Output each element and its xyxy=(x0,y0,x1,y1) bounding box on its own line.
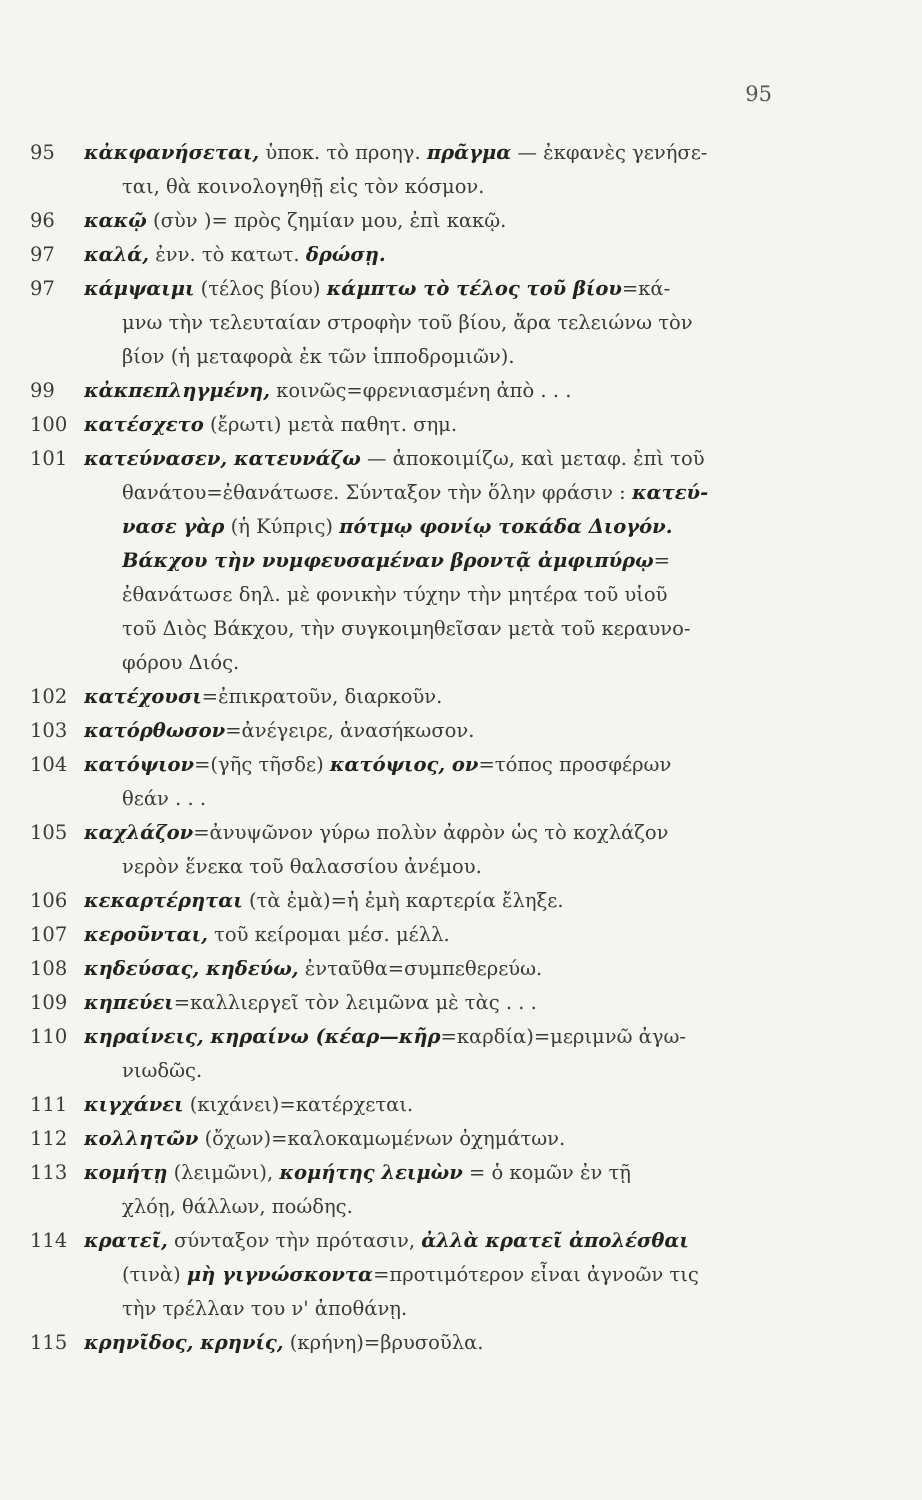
definition-text: =κά- xyxy=(621,277,671,300)
headword: πρᾶγμα xyxy=(426,141,512,164)
entry-line xyxy=(84,442,774,476)
entry-number: 101 xyxy=(30,447,68,470)
glossary-entry xyxy=(0,238,922,272)
entry-number: 106 xyxy=(30,889,68,912)
glossary-entry xyxy=(0,986,922,1020)
entry-continuation-line xyxy=(122,1258,782,1292)
definition-text: νιωδῶς. xyxy=(122,1059,203,1082)
entry-line xyxy=(84,680,774,714)
headword: κρηνῖδος, κρηνίς, xyxy=(84,1331,284,1354)
entry-number: 107 xyxy=(30,923,68,946)
entry-continuation-line xyxy=(122,544,782,578)
entry-continuation-line xyxy=(122,1292,782,1326)
definition-text: χλόῃ, θάλλων, ποώδης. xyxy=(122,1195,353,1218)
glossary-entry xyxy=(0,1156,922,1224)
entry-continuation-line xyxy=(122,1190,782,1224)
definition-text: (κρήνη)=βρυσοῦλα. xyxy=(283,1331,484,1354)
glossary-entry xyxy=(0,442,922,680)
headword: κηδεύσας, κηδεύω, xyxy=(84,957,299,980)
entry-number: 112 xyxy=(30,1127,68,1150)
headword: κατόψιος, ον xyxy=(329,753,479,776)
entry-continuation-line xyxy=(122,1054,782,1088)
headword: ἀλλὰ κρατεῖ ἀπολέσθαι xyxy=(421,1229,689,1252)
glossary-entry xyxy=(0,408,922,442)
glossary-entries xyxy=(0,136,922,1360)
headword: κολλητῶν xyxy=(84,1127,199,1150)
entry-number: 110 xyxy=(30,1025,68,1048)
headword: κηπεύει xyxy=(84,991,174,1014)
glossary-entry xyxy=(0,952,922,986)
definition-text: φόρου Διός. xyxy=(122,651,240,674)
entry-number: 97 xyxy=(30,277,55,300)
headword: δρώσῃ. xyxy=(305,243,386,266)
headword: κακῷ xyxy=(84,209,147,232)
definition-text: =καλλιεργεῖ τὸν λειμῶνα μὲ τὰς . . . xyxy=(173,991,537,1014)
headword: κάμπτω τὸ τέλος τοῦ βίου xyxy=(326,277,622,300)
definition-text: θανάτου=ἐθανάτωσε. Σύνταξον τὴν ὅλην φράσιν : xyxy=(122,481,632,504)
headword: κατέχουσι xyxy=(84,685,202,708)
definition-text: (ὄχων)=καλοκαμωμένων ὀχημάτων. xyxy=(198,1127,566,1150)
entry-line xyxy=(84,1156,774,1190)
definition-text: τοῦ Διὸς Βάκχου, τὴν συγκοιμηθεῖσαν μετὰ τοῦ κεραυνο- xyxy=(122,617,691,640)
definition-text: — ἐκφανὲς γενήσε- xyxy=(511,141,708,164)
definition-text: (τέλος βίου) xyxy=(194,277,327,300)
entry-line xyxy=(84,374,774,408)
entry-continuation-line xyxy=(122,646,782,680)
headword: πότμῳ φονίῳ τοκάδα Διογόν. xyxy=(339,515,673,538)
headword: κομήτης λειμὼν xyxy=(279,1161,463,1184)
entry-line xyxy=(84,748,774,782)
entry-line xyxy=(84,714,774,748)
entry-line xyxy=(84,918,774,952)
entry-line xyxy=(84,1224,774,1258)
entry-line xyxy=(84,1020,774,1054)
glossary-entry xyxy=(0,680,922,714)
headword: κἀκφανήσεται, xyxy=(84,141,260,164)
definition-text: θεάν . . . xyxy=(122,787,207,810)
definition-text: =προτιμότερον εἶναι ἀγνοῶν τις xyxy=(373,1263,699,1286)
glossary-entry xyxy=(0,136,922,204)
definition-text: ἐνταῦθα=συμπεθερεύω. xyxy=(298,957,543,980)
entry-continuation-line xyxy=(122,612,782,646)
entry-number: 103 xyxy=(30,719,68,742)
definition-text: =ἐπικρατοῦν, διαρκοῦν. xyxy=(201,685,443,708)
headword: κατεύ- xyxy=(631,481,709,504)
definition-text: (ἔρωτι) μετὰ παθητ. σημ. xyxy=(203,413,458,436)
entry-continuation-line xyxy=(122,170,782,204)
definition-text: =ἀνέγειρε, ἀνασήκωσον. xyxy=(225,719,475,742)
entry-line xyxy=(84,1122,774,1156)
definition-text: κοινῶς=φρενιασμένη ἀπὸ . . . xyxy=(269,379,572,402)
entry-number: 109 xyxy=(30,991,68,1014)
entry-number: 96 xyxy=(30,209,55,232)
headword: κατόψιον xyxy=(84,753,195,776)
entry-line xyxy=(84,1326,774,1360)
entry-line xyxy=(84,952,774,986)
entry-line xyxy=(84,986,774,1020)
entry-continuation-line xyxy=(122,476,782,510)
headword: κεκαρτέρηται xyxy=(84,889,243,912)
entry-number: 104 xyxy=(30,753,68,776)
page-number: 95 xyxy=(745,82,772,106)
entry-line xyxy=(84,408,774,442)
entry-continuation-line xyxy=(122,578,782,612)
definition-text: = xyxy=(653,549,671,572)
glossary-entry xyxy=(0,816,922,884)
definition-text: =ἀνυψῶνον γύρω πολὺν ἀφρὸν ὡς τὸ κοχλάζον xyxy=(193,821,669,844)
entry-number: 115 xyxy=(30,1331,68,1354)
entry-number: 108 xyxy=(30,957,68,980)
glossary-entry xyxy=(0,748,922,816)
headword: Βάκχου τὴν νυμφευσαμέναν βροντᾷ ἀμφιπύρῳ xyxy=(122,549,654,572)
headword: κηραίνεις, κηραίνω (κέαρ—κῆρ xyxy=(84,1025,441,1048)
headword: κομήτῃ xyxy=(84,1161,168,1184)
glossary-entry xyxy=(0,1224,922,1326)
entry-line xyxy=(84,884,774,918)
entry-number: 99 xyxy=(30,379,55,402)
entry-line xyxy=(84,816,774,850)
glossary-entry xyxy=(0,1020,922,1088)
headword: καλά, xyxy=(84,243,150,266)
entry-continuation-line xyxy=(122,850,782,884)
definition-text: (τὰ ἐμὰ)=ἡ ἐμὴ καρτερία ἔληξε. xyxy=(242,889,564,912)
entry-line xyxy=(84,238,774,272)
entry-line xyxy=(84,136,774,170)
glossary-entry xyxy=(0,374,922,408)
definition-text: (ἡ Κύπρις) xyxy=(224,515,340,538)
definition-text: ὑποκ. τὸ προηγ. xyxy=(259,141,427,164)
headword: κατόρθωσον xyxy=(84,719,226,742)
glossary-entry xyxy=(0,1326,922,1360)
entry-number: 100 xyxy=(30,413,68,436)
headword: καχλάζον xyxy=(84,821,194,844)
glossary-entry xyxy=(0,714,922,748)
definition-text: =τόπος προσφέρων xyxy=(478,753,672,776)
definition-text: = ὁ κομῶν ἐν τῇ xyxy=(462,1161,631,1184)
headword: κιγχάνει xyxy=(84,1093,184,1116)
entry-number: 95 xyxy=(30,141,55,164)
glossary-entry xyxy=(0,1088,922,1122)
definition-text: =(γῆς τῆσδε) xyxy=(194,753,330,776)
definition-text: σύνταξον τὴν πρότασιν, xyxy=(167,1229,422,1252)
entry-number: 114 xyxy=(30,1229,68,1252)
headword: κατέσχετο xyxy=(84,413,204,436)
definition-text: — ἀποκοιμίζω, καὶ μεταφ. ἐπὶ τοῦ xyxy=(360,447,705,470)
entry-number: 105 xyxy=(30,821,68,844)
definition-text: ται, θὰ κοινολογηθῇ εἰς τὸν κόσμον. xyxy=(122,175,485,198)
entry-line xyxy=(84,1088,774,1122)
entry-number: 102 xyxy=(30,685,68,708)
entry-continuation-line xyxy=(122,782,782,816)
glossary-entry xyxy=(0,272,922,374)
entry-continuation-line xyxy=(122,510,782,544)
headword: κἀκπεπληγμένη, xyxy=(84,379,270,402)
entry-continuation-line xyxy=(122,306,782,340)
definition-text: νερὸν ἕνεκα τοῦ θαλασσίου ἀνέμου. xyxy=(122,855,482,878)
entry-number: 97 xyxy=(30,243,55,266)
definition-text: τοῦ κείρομαι μέσ. μέλλ. xyxy=(207,923,450,946)
definition-text: (τινὰ) xyxy=(122,1263,187,1286)
headword: κατεύνασεν, κατευνάζω xyxy=(84,447,361,470)
entry-line xyxy=(84,272,774,306)
definition-text: (λειμῶνι), xyxy=(167,1161,280,1184)
definition-text: ἐνν. τὸ κατωτ. xyxy=(149,243,306,266)
entry-number: 113 xyxy=(30,1161,68,1184)
headword: νασε γὰρ xyxy=(122,515,225,538)
definition-text: μνω τὴν τελευταίαν στροφὴν τοῦ βίου, ἄρα τελειώνω τὸν xyxy=(122,311,693,334)
glossary-entry xyxy=(0,204,922,238)
entry-line xyxy=(84,204,774,238)
headword: κρατεῖ, xyxy=(84,1229,168,1252)
glossary-entry xyxy=(0,918,922,952)
headword: μὴ γιγνώσκοντα xyxy=(186,1263,374,1286)
definition-text: ἐθανάτωσε δηλ. μὲ φονικὴν τύχην τὴν μητέρα τοῦ υἱοῦ xyxy=(122,583,668,606)
glossary-entry xyxy=(0,1122,922,1156)
definition-text: τὴν τρέλλαν του ν' ἀποθάνῃ. xyxy=(122,1297,408,1320)
definition-text: =καρδία)=μεριμνῶ ἀγω- xyxy=(440,1025,686,1048)
headword: κάμψαιμι xyxy=(84,277,195,300)
definition-text: (σὺν )= πρὸς ζημίαν μου, ἐπὶ κακῷ. xyxy=(146,209,507,232)
glossary-entry xyxy=(0,884,922,918)
definition-text: (κιχάνει)=κατέρχεται. xyxy=(183,1093,414,1116)
entry-continuation-line xyxy=(122,340,782,374)
entry-number: 111 xyxy=(30,1093,68,1116)
definition-text: βίον (ἡ μεταφορὰ ἐκ τῶν ἱπποδρομιῶν). xyxy=(122,345,515,368)
headword: κεροῦνται, xyxy=(84,923,208,946)
